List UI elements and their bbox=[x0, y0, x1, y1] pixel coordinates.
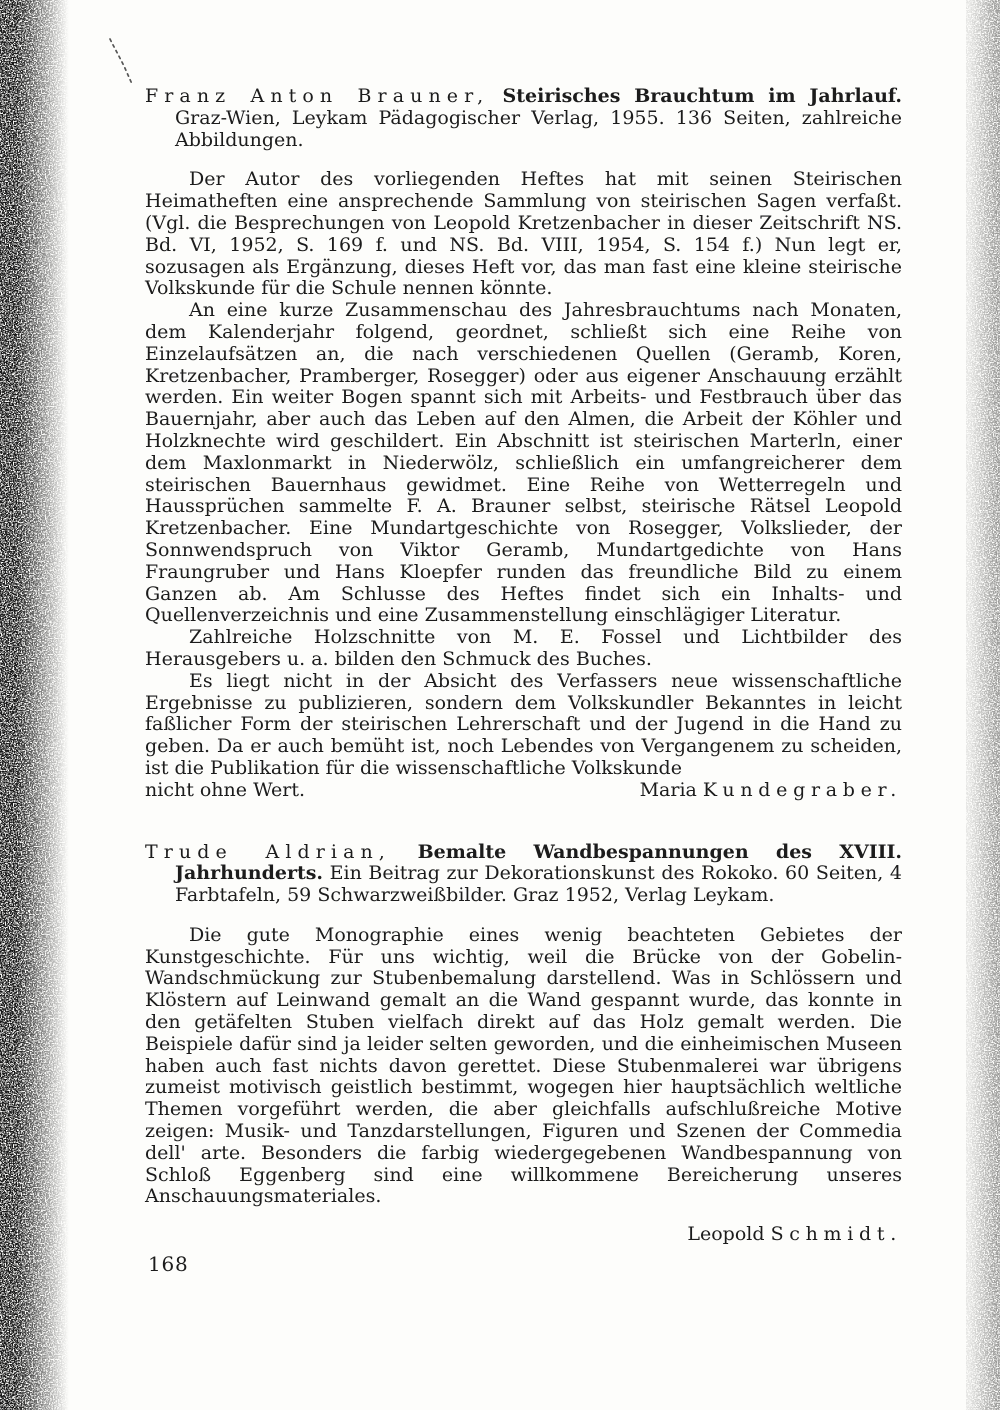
review-heading bbox=[145, 86, 902, 151]
review-brauner bbox=[145, 86, 902, 802]
signature-line bbox=[145, 1224, 902, 1246]
page-number: 168 bbox=[148, 1252, 189, 1276]
closing-and-signature-line bbox=[145, 780, 902, 802]
page-content bbox=[145, 86, 902, 1246]
review-imprint: Ein Beitrag zur Dekorationskunst des Rokoko. 60 Seiten, 4 Farbtafeln, 59 Schwarzweißbilder. Graz 1952, Verlag Leykam. bbox=[175, 862, 902, 907]
review-book-title: Bemalte Wandbespannungen des XVIII. Jahrhunderts. bbox=[175, 840, 902, 885]
review-aldrian bbox=[145, 842, 902, 1247]
review-paragraph: Zahlreiche Holzschnitte von M. E. Fossel und Lichtbilder des Herausgebers u. a. bilden den Schmuck des Buches. bbox=[145, 626, 902, 670]
review-paragraph: An eine kurze Zusammenschau des Jahresbrauchtums nach Monaten, dem Kalenderjahr folgend, geordnet, schließt sich eine Reihe von Einzelaufsätzen an, die nach verschiedenen Quellen (Geramb, Koren, Kretzenbacher, Pramberger, Rosegger) oder aus eigener Anschauung erzählt werden. Ein weiter Bogen spannt sich mit Arbeits- und Festbrauch über das Bauernjahr, aber auch das Leben auf den Almen, die Arbeit der Köhler und Holzknechte wird geschildert. Ein Abschnitt ist steirischen Marterln, einer dem Maxlonmarkt in Niederwölz, schließlich ein umfangreicherer dem steirischen Bauernhaus gewidmet. Eine Reihe von Wetterregeln und Haussprüchen sammelte F. A. Brauner selbst, steirische Rätsel Leopold Kretzenbacher. Eine Mundartgeschichte von Rosegger, Volkslieder, der Sonnwendspruch von Viktor Geramb, Mundartgedichte von Hans Fraungruber und Hans Kloepfer runden das freundliche Bild zu einem Ganzen ab. Am Schlusse des Heftes findet sich ein Inhalts- und Quellenverzeichnis und eine Zusammenstellung einschlägiger Literatur. bbox=[145, 299, 902, 627]
reviewer-surname: Kundegraber. bbox=[702, 778, 902, 801]
review-paragraph: Die gute Monographie eines wenig beachteten Gebietes der Kunstgeschichte. Für uns wichtig, weil die Brücke von der Gobelin-Wandschmückung zur Stubenbemalung darstellend. Was in Schlössern und Klöstern auf Leinwand gemalt an die Wand gespannt wurde, das konnte in den getäfelten Stuben vielfach direkt auf das Holz gemalt werden. Die Beispiele dafür sind ja leider selten geworden, und die einheimischen Museen haben auch fast nichts davon gerettet. Diese Stubenmalerei war übrigens zumeist motivisch geistlich bestimmt, wogegen hier hauptsächlich weltliche Themen vorgeführt werden, die aber gleichfalls aufschlußreiche Motive zeigen: Musik- und Tanzdarstellungen, Figuren und Szenen der Commedia dell' arte. Besonders die farbig wiedergegebenen Wandbespannung von Schloß Eggenberg sind eine willkommene Bereicherung unseres Anschauungsmateriales. bbox=[145, 923, 902, 1208]
review-heading bbox=[145, 842, 902, 907]
reviewer-signature bbox=[640, 780, 902, 802]
review-paragraph: Es liegt nicht in der Absicht des Verfassers neue wissenschaftliche Ergebnisse zu publizieren, sondern dem Volkskundler Bekanntes in leicht faßlicher Form der steirischen Lehrerschaft und der Jugend in die Hand zu geben. Da er auch bemüht ist, noch Lebendes von Vergangenem zu scheiden, ist die Publikation für die wissenschaftliche Volkskunde bbox=[145, 669, 902, 779]
reviewer-given-name: Leopold bbox=[687, 1223, 765, 1246]
reviewer-signature bbox=[687, 1224, 902, 1246]
review-paragraph: Der Autor des vorliegenden Heftes hat mit seinen Steirischen Heimatheften eine ansprechende Sammlung von steirischen Sagen verfaßt. (Vgl. die Besprechungen von Leopold Kretzenbacher in dieser Zeitschrift NS. Bd. VI, 1952, S. 169 f. und NS. Bd. VIII, 1954, S. 154 f.) Nun legt er, sozusagen als Ergänzung, dieses Heft vor, das man fast eine kleine steirische Volkskunde für die Schule nennen könnte. bbox=[145, 168, 902, 300]
scan-noise-left-edge bbox=[0, 0, 92, 1410]
closing-text: nicht ohne Wert. bbox=[145, 778, 306, 801]
reviewer-surname: Schmidt. bbox=[770, 1223, 902, 1246]
reviewer-given-name: Maria bbox=[639, 778, 697, 801]
review-imprint: Graz-Wien, Leykam Pädagogischer Verlag, 1955. 136 Seiten, zahlreiche Abbildungen. bbox=[175, 106, 902, 151]
scan-scratch-mark bbox=[106, 36, 140, 92]
review-book-title: Steirisches Brauchtum im Jahrlauf. bbox=[502, 85, 902, 107]
scan-noise-right-edge bbox=[966, 0, 1000, 1410]
review-author-name: Trude Aldrian, bbox=[145, 840, 391, 863]
review-author-name: Franz Anton Brauner, bbox=[145, 85, 490, 107]
